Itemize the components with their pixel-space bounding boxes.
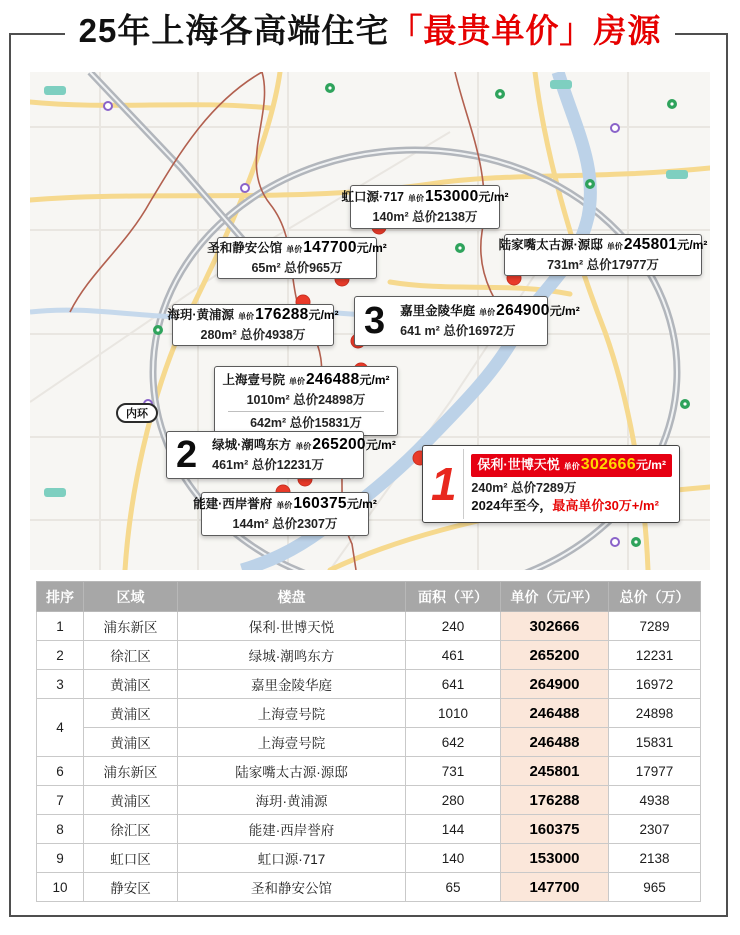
listing-detail: 240m² 总价7289万 bbox=[471, 480, 577, 495]
metro-icon bbox=[104, 102, 112, 110]
listing-price: 153000 bbox=[425, 188, 479, 205]
top-price-banner: 保利·世博天悦 单价302666元/m² bbox=[471, 454, 672, 477]
listing-price: 265200 bbox=[312, 436, 366, 453]
header-rank: 排序 bbox=[37, 582, 84, 612]
listing-name: 能建·西岸誉府 bbox=[193, 497, 273, 511]
table-row: 1 浦东新区 保利·世博天悦 240 302666 7289 bbox=[37, 612, 701, 641]
listing-name: 绿城·潮鸣东方 bbox=[212, 438, 292, 452]
callout-hongkouyuan-717: 虹口源·717 单价153000元/m² 140m² 总价2138万 bbox=[350, 185, 500, 229]
header-name: 楼盘 bbox=[178, 582, 406, 612]
inner-ring-label: 内环 bbox=[116, 403, 158, 423]
listing-name: 海玥·黄浦源 bbox=[167, 308, 235, 322]
callout-shanghai-yihaoyuan: 上海壹号院 单价246488元/m² 1010m² 总价24898万 642m² 总价15831万 bbox=[214, 366, 398, 436]
road-label-chip bbox=[44, 86, 66, 95]
callout-lujiazui-taikoo: 陆家嘴太古源·源邸 单价245801元/m² 731m² 总价17977万 bbox=[504, 234, 702, 276]
listing-detail: 65m² 总价965万 bbox=[251, 261, 343, 275]
page-title bbox=[0, 8, 740, 54]
metro-icon bbox=[611, 538, 619, 546]
rank-number: 3 bbox=[364, 300, 386, 342]
road-label-chip bbox=[44, 488, 66, 497]
table-header-row bbox=[37, 582, 701, 612]
header-unit-price: 单价（元/平） bbox=[501, 582, 609, 612]
listing-detail: 731m² 总价17977万 bbox=[547, 258, 659, 272]
listing-note: 2024年至今，最高单价30万+/m² bbox=[471, 497, 659, 513]
table-row: 7 黄浦区 海玥·黄浦源 280 176288 4938 bbox=[37, 786, 701, 815]
listing-price: 264900 bbox=[496, 302, 550, 319]
table-row: 4 黄浦区 上海壹号院 1010 246488 24898 bbox=[37, 699, 701, 728]
header-total-price: 总价（万） bbox=[609, 582, 701, 612]
metro-icon bbox=[611, 124, 619, 132]
listing-name: 保利·世博天悦 bbox=[477, 456, 560, 472]
title-text-red: 「最贵单价」房源 bbox=[389, 12, 662, 49]
road-label-chip bbox=[550, 80, 572, 89]
listing-name: 圣和静安公馆 bbox=[207, 241, 283, 255]
callout-lvcheng-chaoming: 2 绿城·潮鸣东方 单价265200元/m² 461m² 总价12231万 bbox=[166, 431, 364, 479]
listing-name: 陆家嘴太古源·源邸 bbox=[498, 238, 603, 252]
listing-detail: 1010m² 总价24898万 bbox=[246, 392, 366, 407]
divider bbox=[228, 411, 384, 412]
callout-haiyue-huangpuyuan: 海玥·黄浦源 单价176288元/m² 280m² 总价4938万 bbox=[172, 304, 334, 346]
listing-price: 302666 bbox=[580, 455, 636, 473]
rank-number: 2 bbox=[176, 434, 198, 476]
listing-detail: 461m² 总价12231万 bbox=[212, 458, 325, 472]
listing-price: 245801 bbox=[623, 236, 678, 253]
price-ranking-table bbox=[36, 581, 701, 902]
listing-price: 246488 bbox=[305, 370, 360, 388]
listing-detail: 144m² 总价2307万 bbox=[232, 517, 338, 531]
callout-nengjian-xian: 能建·西岸誉府 单价160375元/m² 144m² 总价2307万 bbox=[201, 492, 369, 536]
table-row: 8 徐汇区 能建·西岸誉府 144 160375 2307 bbox=[37, 815, 701, 844]
listing-name: 虹口源·717 bbox=[341, 190, 404, 204]
listing-price: 147700 bbox=[303, 239, 357, 256]
header-region: 区域 bbox=[84, 582, 178, 612]
listing-name: 上海壹号院 bbox=[222, 372, 285, 387]
listing-detail: 641 m² 总价16972万 bbox=[400, 324, 516, 338]
listing-detail: 280m² 总价4938万 bbox=[200, 328, 306, 342]
listing-detail: 140m² 总价2138万 bbox=[372, 210, 478, 224]
callout-baoli-shibo bbox=[422, 445, 680, 523]
callout-shenghe-jingan: 圣和静安公馆 单价147700元/m² 65m² 总价965万 bbox=[217, 237, 377, 279]
table-row: 9 虹口区 虹口源·717 140 153000 2138 bbox=[37, 844, 701, 873]
listing-detail-2: 642m² 总价15831万 bbox=[250, 415, 362, 430]
table-row: 黄浦区 上海壹号院 642 246488 15831 bbox=[37, 728, 701, 757]
listing-price: 160375 bbox=[293, 495, 347, 512]
divider bbox=[463, 449, 464, 519]
table-row: 10 静安区 圣和静安公馆 65 147700 965 bbox=[37, 873, 701, 902]
table-row: 3 黄浦区 嘉里金陵华庭 641 264900 16972 bbox=[37, 670, 701, 699]
title-text-black: 25年上海各高端住宅 bbox=[78, 12, 390, 49]
callout-jiali-jinling: 3 嘉里金陵华庭 单价264900元/m² 641 m² 总价16972万 bbox=[354, 296, 548, 346]
header-area: 面积（平） bbox=[406, 582, 501, 612]
rank-number: 1 bbox=[431, 458, 457, 510]
table-row: 6 浦东新区 陆家嘴太古源·源邸 731 245801 17977 bbox=[37, 757, 701, 786]
metro-icon bbox=[241, 184, 249, 192]
road-label-chip bbox=[666, 170, 688, 179]
listing-name: 嘉里金陵华庭 bbox=[400, 304, 476, 318]
table-row: 2 徐汇区 绿城·潮鸣东方 461 265200 12231 bbox=[37, 641, 701, 670]
listing-price: 176288 bbox=[255, 306, 309, 323]
